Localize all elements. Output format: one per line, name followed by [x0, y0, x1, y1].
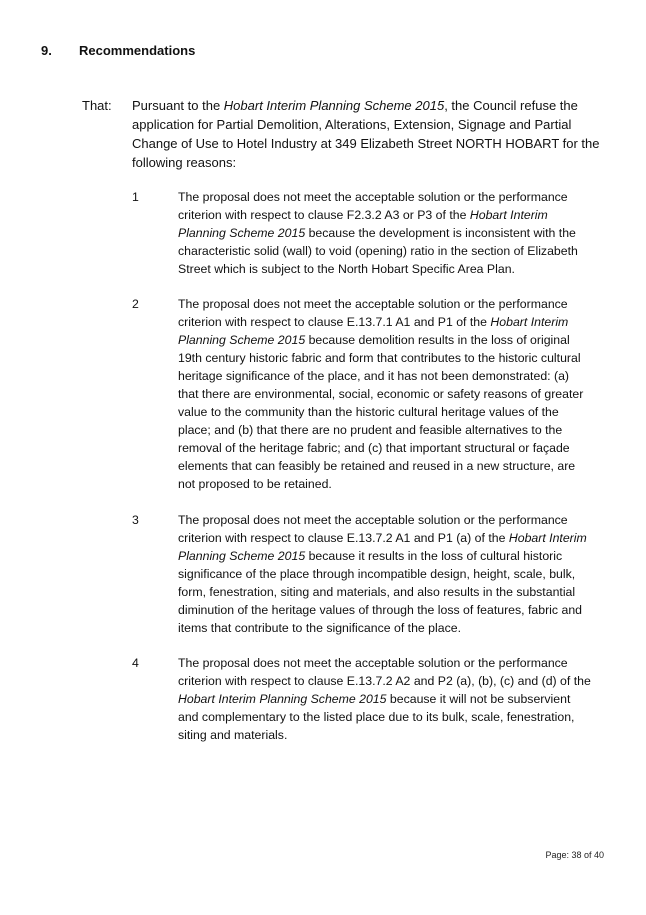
reason-text: [178, 188, 591, 278]
reason-text-before: The proposal does not meet the acceptable solution or the performance criterion with respect to clause E.13.7.2 A2 and P2 (a), (b), (c) and (d) of the: [178, 656, 591, 688]
reason-text-after: because demolition results in the loss of original 19th century historic fabric and form that contributes to the historic cultural heritage significance of the place, and it has not been demonstrated: (a) that there are environmental, social, economic or safety reasons of greater value to the community than the historic cultural heritage values of the place; and (b) that there are no prudent and feasible alternatives to the removal of the heritage fabric; and (c) that important structural or façade elements that can feasibly be retained and reused in a new structure, are not proposed to be retained.: [178, 333, 584, 491]
reason-scheme-name: Hobart Interim Planning Scheme 2015: [178, 208, 548, 240]
reason-scheme-name: Hobart Interim Planning Scheme 2015: [178, 315, 569, 347]
reason-text-before: The proposal does not meet the acceptable solution or the performance criterion with respect to clause E.13.7.2 A1 and P1 (a) of the: [178, 513, 568, 545]
resolution-intro: [132, 96, 602, 172]
intro-text-before: Pursuant to the: [132, 98, 224, 113]
intro-scheme-name: Hobart Interim Planning Scheme 2015: [223, 98, 445, 113]
section-title: Recommendations: [79, 43, 196, 58]
reason-number: 3: [132, 513, 139, 527]
section-number: 9.: [41, 43, 52, 58]
reason-text: [178, 511, 591, 637]
reason-number: 4: [132, 656, 139, 670]
reason-number: 1: [132, 190, 139, 204]
resolution-lead: That:: [82, 98, 112, 113]
reason-number: 2: [132, 297, 139, 311]
reason-text-after: because the development is inconsistent with the characteristic solid (wall) to void (opening) ratio in the section of Elizabeth Street which is subject to the North Hobart Specific Area Plan.: [178, 226, 578, 276]
page-number: Page: 38 of 40: [545, 850, 604, 860]
reason-text: [178, 654, 591, 744]
reason-item: [131, 188, 591, 278]
intro-text-after: , the Council refuse the application for Partial Demolition, Alterations, Extension, Signage and Partial Change of Use to Hotel Industry at 349 Elizabeth Street NORTH HOBART for the following reasons:: [132, 98, 600, 170]
reason-text-before: The proposal does not meet the acceptable solution or the performance criterion with respect to clause E.13.7.1 A1 and P1 of the: [178, 297, 568, 329]
reason-scheme-name: Hobart Interim Planning Scheme 2015: [178, 692, 387, 706]
reason-item: [131, 654, 591, 744]
reason-text-after: because it will not be subservient and complementary to the listed place due to its bulk, scale, fenestration, siting and materials.: [178, 692, 575, 742]
reason-text-before: The proposal does not meet the acceptable solution or the performance criterion with respect to clause F2.3.2 A3 or P3 of the: [178, 190, 568, 222]
reason-text: [178, 295, 591, 493]
reason-item: [131, 511, 591, 637]
reason-text-after: because it results in the loss of cultural historic significance of the place through incompatible design, height, scale, bulk, form, fenestration, siting and materials, and also results in the substantial diminution of the heritage values of through the loss of features, fabric and items that contribute to the significance of the place.: [178, 549, 582, 635]
reason-scheme-name: Hobart Interim Planning Scheme 2015: [178, 531, 587, 563]
resolution-paragraph: [82, 96, 602, 172]
reason-item: [131, 295, 591, 493]
section-heading: [41, 43, 195, 58]
